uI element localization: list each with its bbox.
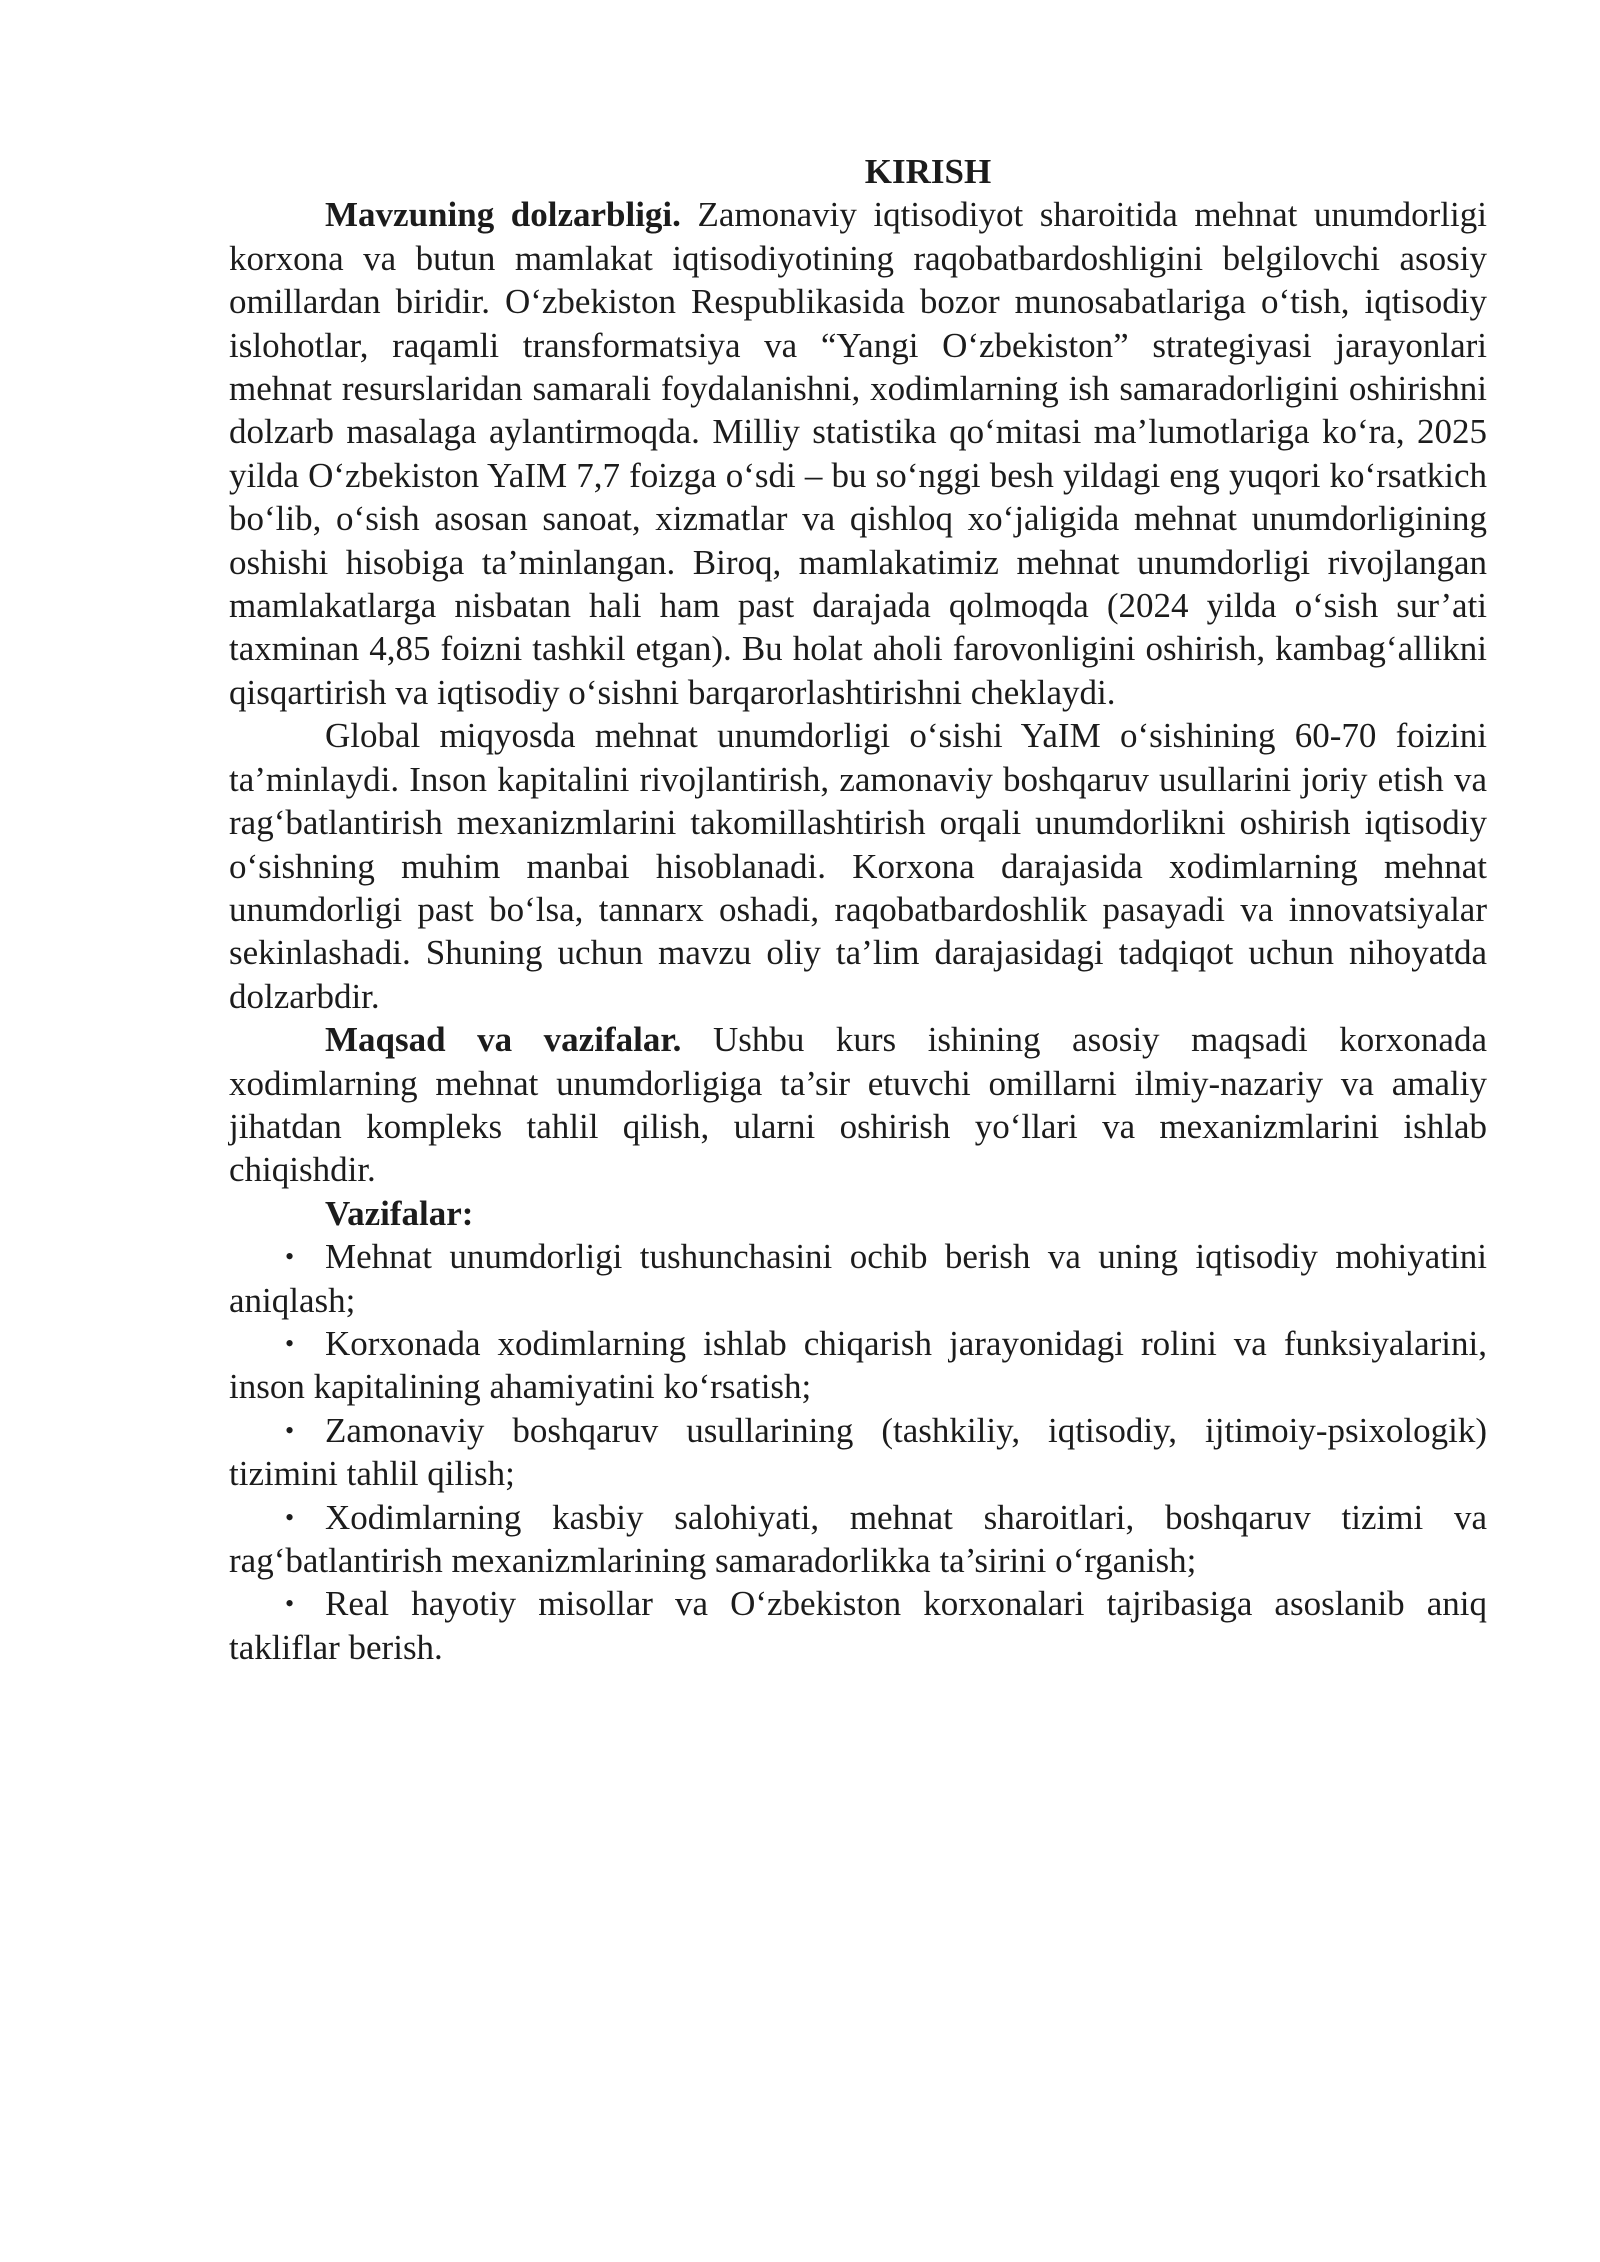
bullet-icon: • — [285, 1589, 295, 1619]
list-item — [229, 1322, 1487, 1409]
relevance-paragraph — [229, 193, 1487, 714]
list-item — [229, 1496, 1487, 1583]
list-item-text: Mehnat unumdorligi tushunchasini ochib berish va uning iqtisodiy mohiyatini aniqlash; — [229, 1237, 1487, 1320]
page-title: KIRISH — [864, 152, 992, 191]
global-productivity-paragraph: Global miqyosda mehnat unumdorligi o‘sishi YaIM o‘sishining 60-70 foizini ta’minlaydi. Inson kapitalini rivojlantirish, zamonaviy boshqaruv usullarini joriy etish va rag‘batlantirish mexanizmlarini takomillashtirish orqali unumdorlikni oshirish iqtisodiy o‘sishning muhim manbai hisoblanadi. Korxona darajasida xodimlarning mehnat unumdorligi past bo‘lsa, tannarx oshadi, raqobatbardoshlik pasayadi va innovatsiyalar sekinlashadi. Shuning uchun mavzu oliy ta’lim darajasidagi tadqiqot uchun nihoyatda dolzarbdir. — [229, 716, 1487, 1016]
list-item-text: Xodimlarning kasbiy salohiyati, mehnat sharoitlari, boshqaruv tizimi va rag‘batlantirish mexanizmlarining samaradorlikka ta’sirini o‘rganish; — [229, 1497, 1487, 1580]
document-page — [229, 150, 1487, 1669]
list-item-text: Korxonada xodimlarning ishlab chiqarish jarayonidagi rolini va funksiyalarini, inson kapitalining ahamiyatini ko‘rsatish; — [229, 1323, 1487, 1407]
list-item — [229, 1235, 1487, 1322]
list-item-text: Zamonaviy boshqaruv usullarining (tashkiliy, iqtisodiy, ijtimoiy-psixologik) tizimini tahlil qilish; — [229, 1410, 1487, 1494]
bullet-icon: • — [285, 1502, 295, 1532]
relevance-text: Zamonaviy iqtisodiyot sharoitida mehnat unumdorligi korxona va butun mamlakat iqtisodiyotining raqobatbardoshligini belgilovchi asosiy omillardan biridir. O‘zbekiston Respublikasida bozor munosabatlariga o‘tish, iqtisodiy islohotlar, raqamli transformatsiya va “Yangi O‘zbekiston” strategiyasi jarayonlari mehnat resurslaridan samarali foydalanishni, xodimlarning ish samaradorligini oshirishni dolzarb masalaga aylantirmoqda. Milliy statistika qo‘mitasi ma’lumotlariga ko‘ra, 2025 yilda O‘zbekiston YaIM 7,7 foizga o‘sdi – bu so‘nggi besh yildagi eng yuqori ko‘rsatkich bo‘lib, o‘sish asosan sanoat, xizmatlar va qishloq xo‘jaligida mehnat unumdorligining oshishi hisobiga ta’minlangan. Biroq, mamlakatimiz mehnat unumdorligi rivojlangan mamlakatlarga nisbatan hali ham past darajada qolmoqda (2024 yilda o‘sish sur’ati taxminan 4,85 foizni tashkil etgan). Bu holat aholi farovonligini oshirish, kambag‘allikni qisqartirish va iqtisodiy o‘sishni barqarorlashtirishni cheklaydi. — [229, 195, 1487, 712]
bullet-icon: • — [285, 1242, 295, 1272]
tasks-heading: Vazifalar: — [325, 1193, 474, 1233]
bullet-icon: • — [285, 1415, 295, 1445]
bullet-icon: • — [285, 1328, 295, 1358]
relevance-heading: Mavzuning dolzarbligi. — [325, 195, 681, 235]
goals-text: Ushbu kurs ishining asosiy maqsadi korxonada xodimlarning mehnat unumdorligiga ta’sir etuvchi omillarni ilmiy-nazariy va amaliy jihatdan kompleks tahlil qilish, ularni oshirish yo‘llari va mexanizmlarini ishlab chiqishdir. — [229, 1020, 1487, 1190]
list-item — [229, 1582, 1487, 1669]
goals-heading: Maqsad va vazifalar. — [325, 1020, 682, 1060]
list-item-text: Real hayotiy misollar va O‘zbekiston korxonalari tajribasiga asoslanib aniq takliflar berish. — [229, 1584, 1487, 1667]
goals-paragraph — [229, 1018, 1487, 1192]
list-item — [229, 1409, 1487, 1496]
tasks-list — [229, 1235, 1487, 1669]
